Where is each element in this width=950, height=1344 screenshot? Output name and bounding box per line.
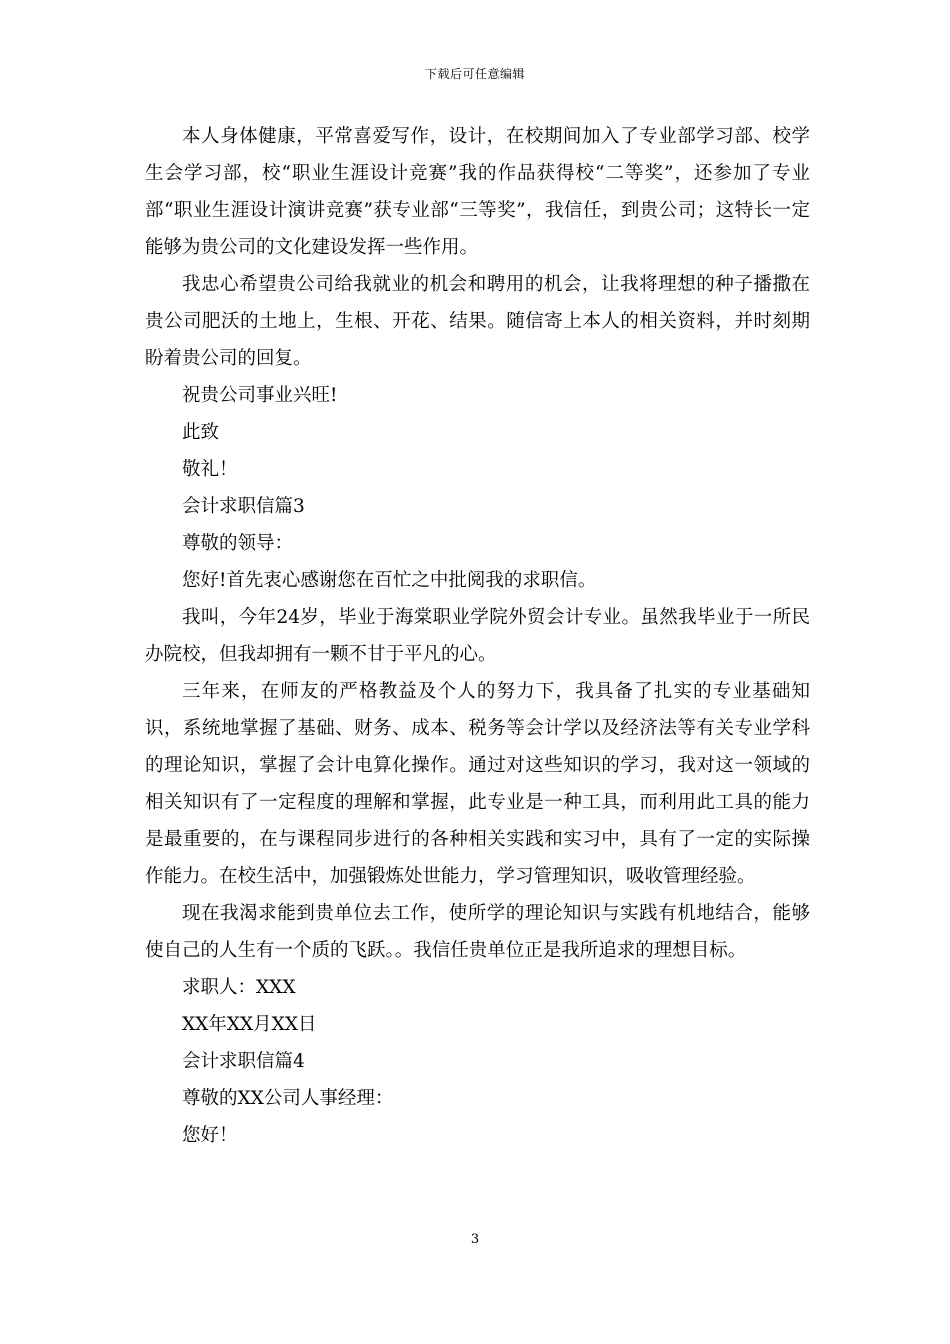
closing-line: 此致: [182, 422, 220, 443]
paragraph: 现在我渴求能到贵单位去工作，使所学的理论知识与实践有机地结合，能够使自己的人生有一个质的飞跃。。我信任贵单位正是我所追求的理想目标。: [145, 903, 810, 961]
salutation: 尊敬的领导：: [182, 533, 294, 554]
signature-date: XX年XX月XX日: [182, 1014, 317, 1035]
page-number: 3: [470, 1232, 480, 1247]
paragraph: 我忠心希望贵公司给我就业的机会和聘用的机会，让我将理想的种子播撒在贵公司肥沃的土地上，生根、开花、结果。随信寄上本人的相关资料，并时刻期盼着贵公司的回复。: [145, 274, 810, 369]
page-header: 下载后可任意编辑: [424, 67, 525, 81]
paragraph: 本人身体健康，平常喜爱写作，设计，在校期间加入了专业部学习部、校学生会学习部，校“职业生涯设计竞赛”我的作品获得校“二等奖”，还参加了专业部“职业生涯设计演讲竞赛”获专业部“三等奖”，我信任，到贵公司；这特长一定能够为贵公司的文化建设发挥一些作用。: [145, 126, 810, 258]
section-title: 会计求职信篇3: [182, 496, 305, 517]
greeting: 您好!首先衷心感谢您在百忙之中批阅我的求职信。: [182, 570, 597, 591]
closing-salute: 敬礼！: [182, 459, 238, 480]
salutation: 尊敬的XX公司人事经理：: [182, 1088, 394, 1109]
greeting: 您好！: [182, 1125, 238, 1146]
document-body: [145, 118, 810, 1154]
signature-applicant: 求职人：XXX: [182, 977, 296, 998]
paragraph: 三年来，在师友的严格教益及个人的努力下，我具备了扎实的专业基础知识，系统地掌握了基础、财务、成本、税务等会计学以及经济法等有关专业学科的理论知识，掌握了会计电算化操作。通过对这些知识的学习，我对这一领域的相关知识有了一定程度的理解和掌握，此专业是一种工具，而利用此工具的能力是最重要的，在与课程同步进行的各种相关实践和实习中，具有了一定的实际操作能力。在校生活中，加强锻炼处世能力，学习管理知识，吸收管理经验。: [145, 681, 810, 887]
section-title: 会计求职信篇4: [182, 1051, 305, 1072]
paragraph: 我叫，今年24岁，毕业于海棠职业学院外贸会计专业。虽然我毕业于一所民办院校，但我却拥有一颗不甘于平凡的心。: [145, 607, 810, 665]
closing-wish: 祝贵公司事业兴旺!: [182, 385, 338, 406]
